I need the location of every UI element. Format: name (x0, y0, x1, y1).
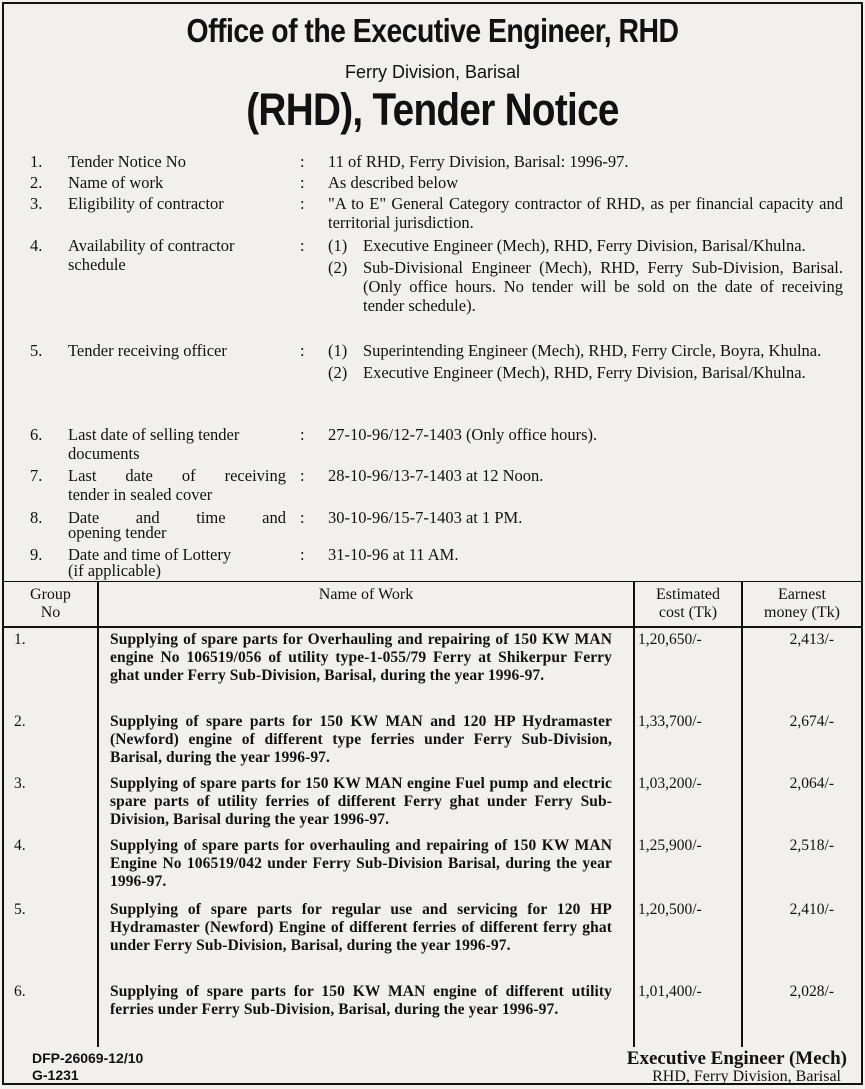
header-group-no (4, 586, 97, 622)
sub-number: (1) (328, 341, 348, 360)
item-label: Name of work (68, 173, 164, 192)
row-cost: 1,25,900/- (638, 837, 702, 854)
label-line-2: opening tender (68, 523, 167, 542)
item-label (68, 425, 290, 463)
row-group-no: 2. (14, 713, 26, 730)
label-line-2: (if applicable) (68, 561, 161, 580)
item-colon: : (300, 236, 305, 255)
row-group-no: 4. (14, 837, 26, 854)
column-divider (741, 582, 743, 1047)
item-label (68, 508, 286, 542)
item-number: 2. (30, 173, 43, 192)
sub-entry-2 (328, 258, 843, 315)
office-title: Office of the Executive Engineer, RHD (186, 12, 679, 49)
row-cost: 1,33,700/- (638, 713, 702, 730)
item-number: 5. (30, 341, 43, 360)
row-group-no: 5. (14, 901, 26, 918)
row-work: Supplying of spare parts for overhauling and repairing of 150 KW MAN Engine No 106519/042 under Ferry Sub-Division Barisal, during the year 1996-97. (110, 837, 612, 891)
sub-entry-1 (328, 341, 843, 360)
row-group-no: 6. (14, 983, 26, 1000)
row-earnest-money: 2,028/- (789, 983, 834, 1000)
item-value: As described below (328, 173, 459, 192)
item-label (68, 466, 286, 504)
header-line: Group (30, 586, 71, 603)
header-name-of-work: Name of Work (318, 586, 414, 603)
item-value: 31-10-96 at 11 AM. (328, 545, 459, 564)
item-value: 11 of RHD, Ferry Division, Barisal: 1996-97. (328, 152, 629, 171)
reference-codes (32, 1050, 143, 1084)
header-line: money (Tk) (764, 604, 840, 621)
item-number: 3. (30, 194, 43, 213)
header-line: No (40, 604, 61, 621)
sub-entry-1 (328, 236, 843, 255)
item-number: 9. (30, 545, 43, 564)
item-colon: : (300, 194, 305, 213)
sub-number: (1) (328, 236, 348, 255)
row-work: Supplying of spare parts for 150 KW MAN engine of different utility ferries under Ferry Sub-Division, Barisal, during the year 1996-97. (110, 983, 612, 1019)
label-line-2: tender in sealed cover (68, 485, 213, 504)
item-colon: : (300, 545, 305, 564)
row-work: Supplying of spare parts for 150 KW MAN engine Fuel pump and electric spare parts of utility ferries of different Ferry ghat under Ferry Sub-Division, Barisal during the year 1996-97. (110, 775, 612, 829)
header-estimated-cost (635, 586, 741, 622)
item-colon: : (300, 425, 305, 444)
header-divider (4, 626, 861, 628)
row-earnest-money: 2,413/- (789, 631, 834, 648)
column-divider (633, 582, 635, 1047)
label-line-1: Last date of receiving (68, 466, 286, 485)
row-cost: 1,01,400/- (638, 983, 702, 1000)
header-line: Estimated (656, 586, 720, 603)
header-earnest-money (743, 586, 861, 622)
sub-number: (2) (328, 363, 348, 382)
label-line-1: Date and time and (68, 508, 286, 527)
row-cost: 1,20,650/- (638, 631, 702, 648)
row-work: Supplying of spare parts for Overhauling and repairing of 150 KW MAN engine No 106519/056 of utility type-1-055/79 Ferry at Shikerpur Ferry ghat under Ferry Sub-Division, Barisal, during the year 1996-97. (110, 631, 612, 685)
column-divider (97, 582, 99, 1047)
reference-code-2: G-1231 (32, 1067, 79, 1083)
item-number: 6. (30, 425, 43, 444)
sub-entry-2 (328, 363, 843, 382)
item-colon: : (300, 152, 305, 171)
header-line: cost (Tk) (658, 604, 718, 621)
item-colon: : (300, 508, 305, 527)
label-line-1: Last date of selling tender (68, 425, 240, 444)
item-number: 4. (30, 236, 43, 255)
item-label: Eligibility of contractor (68, 194, 224, 213)
item-label: Availability of contractor schedule (68, 236, 235, 274)
works-table (4, 581, 861, 1047)
row-work: Supplying of spare parts for 150 KW MAN and 120 HP Hydramaster (Newford) engine of different type ferries under Ferry Sub-Division, Barisal, during the year 1996-97. (110, 713, 612, 767)
item-colon: : (300, 341, 305, 360)
item-colon: : (300, 173, 305, 192)
row-earnest-money: 2,674/- (789, 713, 834, 730)
sub-text: Superintending Engineer (Mech), RHD, Ferry Circle, Boyra, Khulna. (363, 341, 822, 360)
item-value: 27-10-96/12-7-1403 (Only office hours). (328, 425, 598, 444)
row-earnest-money: 2,518/- (789, 837, 834, 854)
row-group-no: 1. (14, 631, 26, 648)
sub-text: Sub-Divisional Engineer (Mech), RHD, Ferry Sub-Division, Barisal. (Only office hours. No tender will be sold on the date of receiving tender schedule). (363, 258, 843, 315)
row-work: Supplying of spare parts for regular use and servicing for 120 HP Hydramaster (Newford) Engine of different ferries of different ferry ghat under Ferry Sub-Division, Barisal, during the year 1996-97. (110, 901, 612, 955)
division-subtitle: Ferry Division, Barisal (344, 62, 521, 82)
row-cost: 1,03,200/- (638, 775, 702, 792)
row-group-no: 3. (14, 775, 26, 792)
item-label: Tender Notice No (68, 152, 186, 171)
item-number: 8. (30, 508, 43, 527)
label-line-1: Date and time of Lottery (68, 545, 232, 564)
reference-code-1: DFP-26069-12/10 (32, 1050, 144, 1066)
label-line-2: documents (68, 444, 140, 463)
item-colon: : (300, 466, 305, 485)
item-number: 1. (30, 152, 43, 171)
header-line: Earnest (778, 586, 826, 603)
item-label (68, 545, 290, 580)
row-earnest-money: 2,064/- (789, 775, 834, 792)
row-cost: 1,20,500/- (638, 901, 702, 918)
item-value (328, 341, 843, 382)
item-number: 7. (30, 466, 43, 485)
sub-number: (2) (328, 258, 348, 277)
item-value (328, 236, 843, 315)
item-value: 28-10-96/13-7-1403 at 12 Noon. (328, 466, 544, 485)
tender-notice-page (2, 2, 863, 1085)
signatory-title: Executive Engineer (Mech) (626, 1048, 847, 1069)
notice-title: (RHD), Tender Notice (246, 84, 619, 135)
signatory-office: RHD, Ferry Division, Barisal (652, 1068, 841, 1085)
sub-text: Executive Engineer (Mech), RHD, Ferry Division, Barisal/Khulna. (363, 236, 806, 255)
item-label: Tender receiving officer (68, 341, 227, 360)
row-earnest-money: 2,410/- (789, 901, 834, 918)
sub-text: Executive Engineer (Mech), RHD, Ferry Division, Barisal/Khulna. (363, 363, 806, 382)
item-value: 30-10-96/15-7-1403 at 1 PM. (328, 508, 523, 527)
item-value: "A to E" General Category contractor of RHD, as per financial capacity and territorial jurisdiction. (328, 194, 843, 232)
